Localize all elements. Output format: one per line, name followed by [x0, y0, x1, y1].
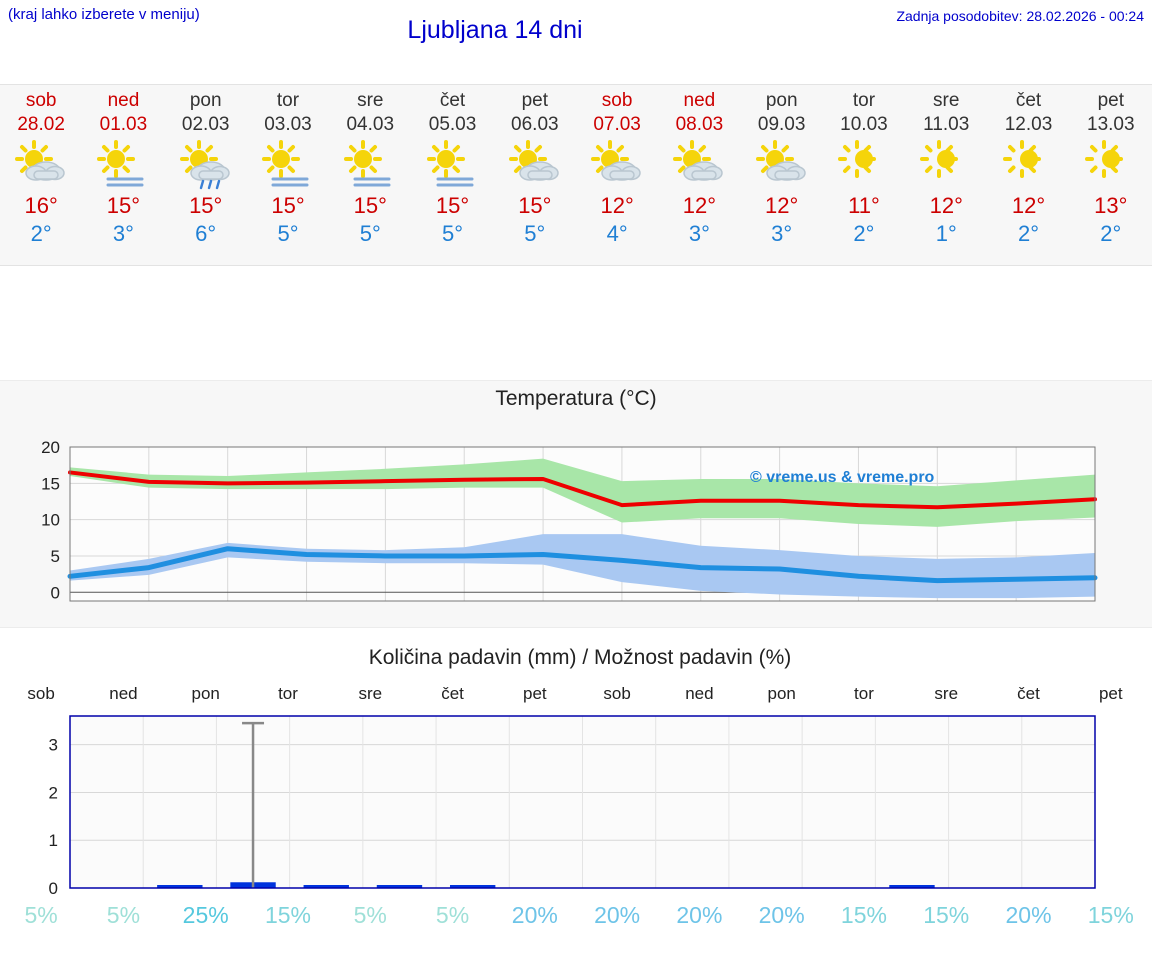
- precipitation-chart-svg: [0, 708, 1152, 908]
- precipitation-chart-title: Količina padavin (mm) / Možnost padavin (%): [368, 646, 792, 669]
- svg-text:20: 20: [41, 438, 60, 457]
- precip-probability: 20%: [511, 902, 558, 928]
- forecast-day-3[interactable]: [165, 85, 247, 265]
- day-temp-min: 2°: [853, 221, 875, 246]
- day-date: 09.03: [757, 114, 806, 135]
- precip-day-label: sre: [358, 684, 383, 703]
- day-date: 02.03: [181, 114, 230, 135]
- precip-day-label: pon: [767, 684, 796, 703]
- svg-text:5: 5: [50, 546, 60, 566]
- precip-day-label: ned: [685, 684, 714, 703]
- sun-cloud-rain-icon: [82, 139, 164, 191]
- sun-cloud-icon: [576, 139, 658, 191]
- day-temp-min: 5°: [524, 221, 546, 246]
- precip-probability: 5%: [435, 902, 470, 928]
- forecast-day-9[interactable]: [658, 85, 740, 265]
- forecast-day-2[interactable]: [82, 85, 164, 265]
- day-temp-min: 5°: [442, 221, 464, 246]
- sun-cloud-rain-icon: [247, 139, 329, 191]
- day-date: 06.03: [511, 114, 559, 135]
- sun-icon: [1070, 139, 1152, 191]
- day-name: tor: [276, 90, 300, 111]
- day-date: 11.03: [923, 114, 970, 135]
- precip-probability: 20%: [1005, 902, 1052, 928]
- day-temp-min: 5°: [277, 221, 299, 246]
- temperature-chart-title: Temperatura (°C): [495, 387, 657, 410]
- day-date: 12.03: [1004, 114, 1053, 135]
- day-temp-max: 13°: [1094, 193, 1128, 218]
- day-name: pon: [189, 90, 222, 111]
- precip-day-label: čet: [1017, 684, 1040, 703]
- day-temp-max: 15°: [435, 193, 470, 218]
- day-temp-max: 16°: [24, 193, 58, 218]
- day-date: 01.03: [99, 114, 148, 135]
- svg-text:2: 2: [48, 783, 58, 803]
- header: [0, 0, 1152, 48]
- day-temp-min: 5°: [359, 221, 381, 246]
- precip-probability: 15%: [923, 902, 970, 928]
- svg-text:0: 0: [50, 583, 60, 603]
- temperature-chart-svg: [0, 411, 1152, 621]
- precip-probability: 15%: [840, 902, 887, 928]
- precip-probability: 20%: [676, 902, 723, 928]
- precipitation-chart-panel: [0, 640, 1152, 975]
- sun-cloud-icon: [494, 139, 576, 191]
- day-temp-min: 3°: [771, 221, 793, 246]
- day-temp-min: 2°: [1017, 221, 1040, 246]
- svg-text:15: 15: [41, 474, 60, 494]
- precip-day-label: pet: [523, 684, 547, 703]
- forecast-day-7[interactable]: [494, 85, 576, 265]
- precip-probability: 15%: [1087, 902, 1134, 928]
- day-temp-min: 3°: [688, 221, 710, 246]
- svg-text:0: 0: [48, 879, 58, 898]
- forecast-day-12[interactable]: [905, 85, 987, 265]
- location-menu-note[interactable]: (kraj lahko izberete v meniju): [8, 6, 200, 23]
- day-temp-max: 12°: [765, 193, 799, 218]
- day-date: 08.03: [675, 114, 724, 135]
- sun-icon: [905, 139, 987, 191]
- forecast-day-14[interactable]: [1070, 85, 1152, 265]
- sun-cloud-icon: [0, 139, 82, 191]
- copyright-label: © vreme.us & vreme.pro: [750, 469, 935, 486]
- day-temp-min: 2°: [30, 221, 52, 246]
- day-date: 13.03: [1087, 114, 1135, 135]
- precip-probability: 5%: [106, 902, 141, 928]
- day-temp-min: 3°: [112, 221, 134, 246]
- temperature-chart-panel: [0, 380, 1152, 628]
- last-update-text: Zadnja posodobitev: 28.02.2026 - 00:24: [896, 8, 1144, 24]
- precip-probability: 20%: [758, 902, 805, 928]
- precip-day-label: sre: [934, 684, 959, 703]
- precip-day-label: sob: [27, 684, 55, 703]
- day-temp-max: 12°: [929, 193, 963, 218]
- forecast-day-strip: [0, 84, 1152, 266]
- day-temp-max: 15°: [189, 193, 223, 218]
- svg-text:1: 1: [48, 831, 58, 851]
- precip-probability: 5%: [24, 902, 58, 928]
- forecast-day-5[interactable]: [329, 85, 411, 265]
- sun-icon: [987, 139, 1069, 191]
- forecast-day-11[interactable]: [823, 85, 905, 265]
- day-name: pet: [1097, 90, 1124, 111]
- sun-cloud-icon: [658, 139, 740, 191]
- day-name: sre: [933, 90, 960, 111]
- precip-probability: 20%: [594, 902, 641, 928]
- precip-probability: 5%: [353, 902, 387, 928]
- precip-day-label: pet: [1098, 684, 1123, 703]
- day-temp-max: 15°: [106, 193, 141, 218]
- precip-day-label: pon: [191, 684, 220, 703]
- day-temp-max: 12°: [1011, 193, 1046, 218]
- page-title: Ljubljana 14 dni: [407, 16, 583, 44]
- forecast-day-13[interactable]: [987, 85, 1069, 265]
- forecast-day-6[interactable]: [411, 85, 493, 265]
- day-date: 10.03: [840, 114, 888, 135]
- sun-cloud-rain-icon: [411, 139, 493, 191]
- day-temp-max: 15°: [353, 193, 387, 218]
- day-name: pet: [521, 90, 549, 111]
- day-name: sob: [25, 90, 57, 111]
- day-temp-max: 11°: [848, 193, 880, 218]
- svg-text:3: 3: [48, 735, 58, 755]
- day-name: čet: [439, 90, 466, 111]
- forecast-day-1[interactable]: [0, 85, 82, 265]
- day-temp-min: 1°: [935, 221, 957, 246]
- day-date: 04.03: [346, 114, 395, 135]
- precip-probability: 25%: [182, 902, 229, 928]
- sun-cloud-rain-icon: [329, 139, 411, 191]
- day-name: pon: [765, 90, 798, 111]
- day-name: ned: [107, 90, 140, 111]
- precip-day-label: čet: [441, 684, 464, 703]
- day-name: tor: [852, 90, 876, 111]
- forecast-day-10[interactable]: [741, 85, 823, 265]
- precip-day-label: tor: [854, 684, 874, 703]
- day-name: sre: [357, 90, 384, 111]
- day-temp-max: 15°: [271, 193, 305, 218]
- day-name: sob: [601, 90, 633, 111]
- precipitation-probability-row: [0, 902, 1152, 929]
- day-temp-max: 15°: [518, 193, 552, 218]
- forecast-day-8[interactable]: [576, 85, 658, 265]
- day-temp-max: 12°: [682, 193, 717, 218]
- day-name: čet: [1015, 90, 1042, 111]
- precip-day-label: ned: [109, 684, 138, 703]
- sun-cloud-icon: [741, 139, 823, 191]
- forecast-day-4[interactable]: [247, 85, 329, 265]
- precip-probability: 15%: [264, 902, 311, 928]
- day-date: 07.03: [593, 114, 641, 135]
- day-name: ned: [683, 90, 716, 111]
- day-temp-max: 12°: [600, 193, 634, 218]
- cloud-rain-icon: [165, 139, 247, 191]
- svg-text:10: 10: [41, 510, 60, 530]
- sun-icon: [823, 139, 905, 191]
- day-date: 03.03: [264, 114, 312, 135]
- precipitation-day-labels: [0, 684, 1152, 704]
- day-date: 28.02: [17, 114, 65, 135]
- precip-day-label: sob: [603, 684, 631, 703]
- day-temp-min: 4°: [606, 221, 628, 246]
- precip-day-label: tor: [278, 684, 298, 703]
- day-temp-min: 2°: [1100, 221, 1122, 246]
- day-temp-min: 6°: [195, 221, 217, 246]
- day-date: 05.03: [428, 114, 477, 135]
